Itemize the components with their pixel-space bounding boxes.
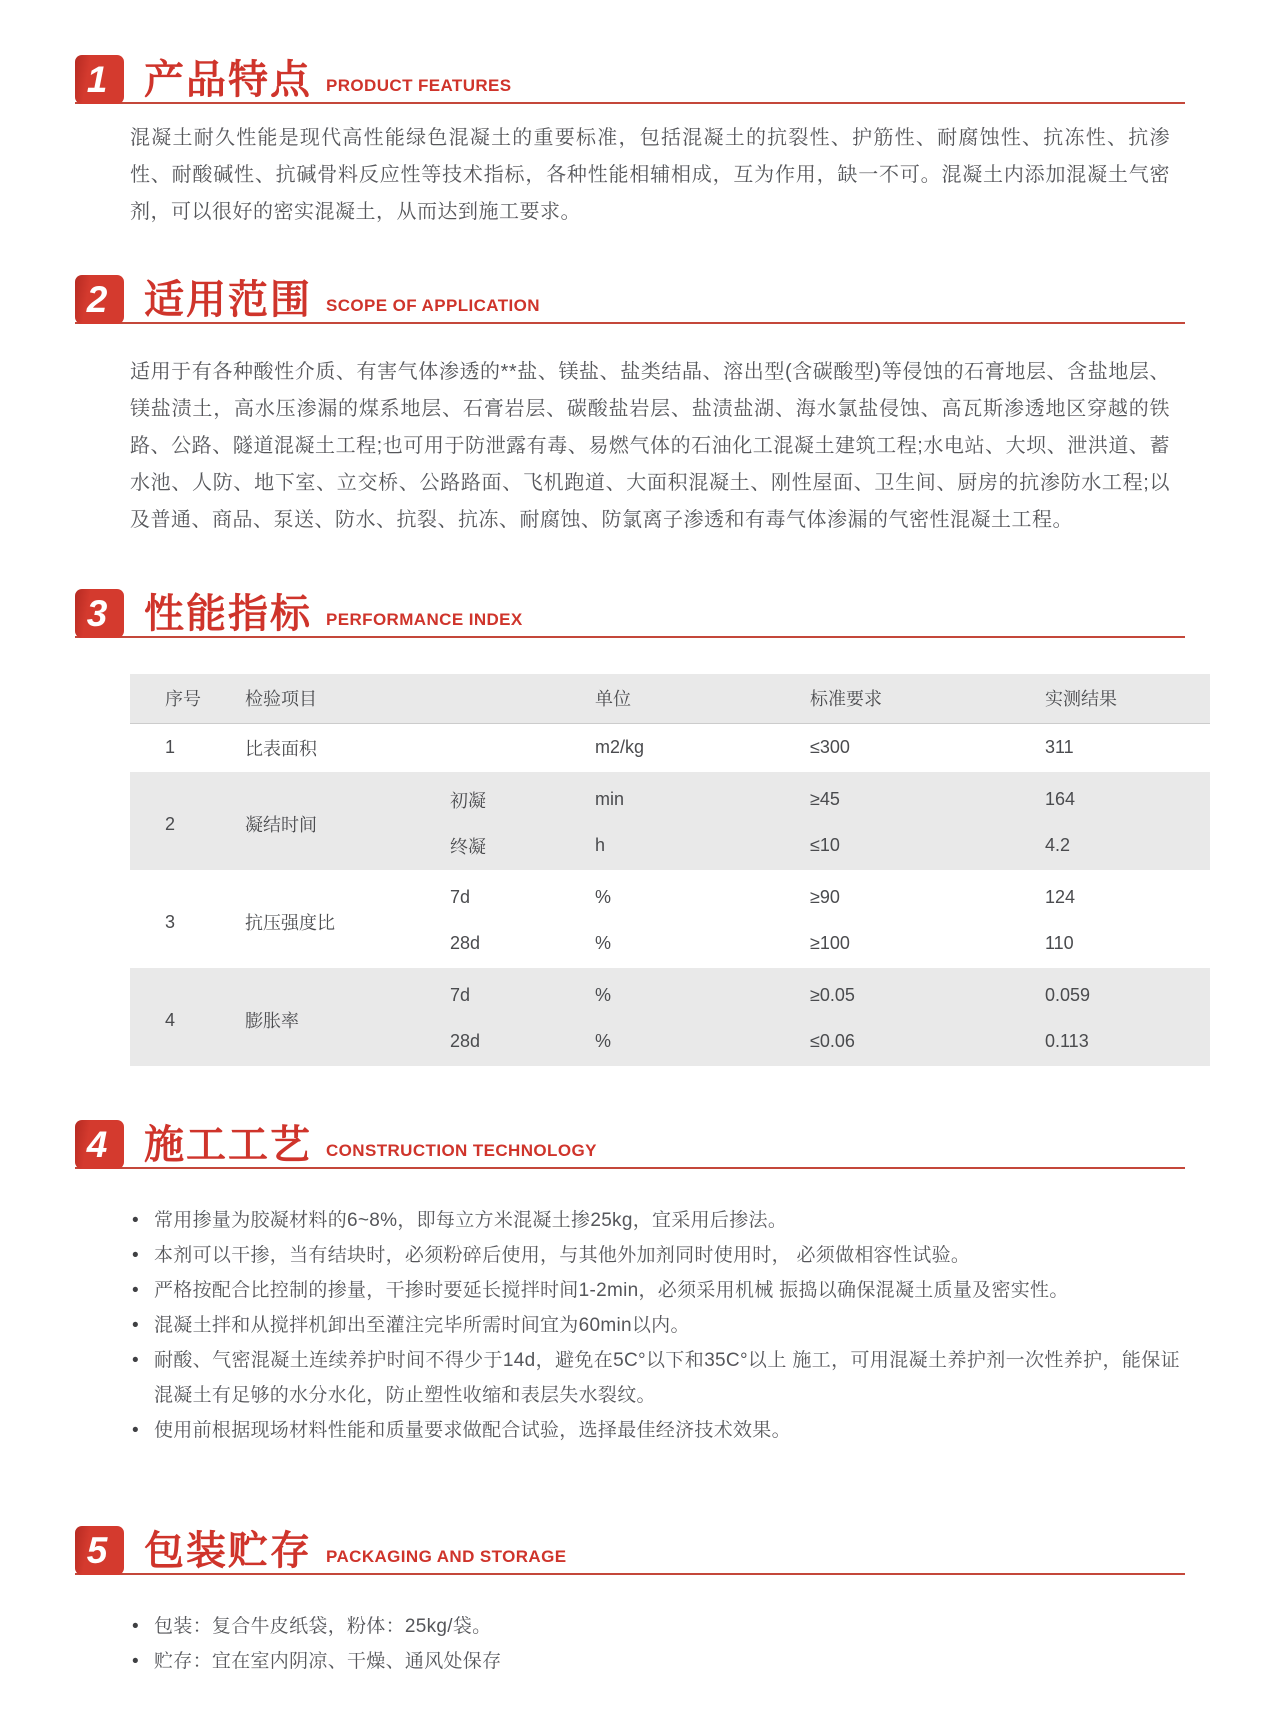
section-2-number: 2	[86, 278, 108, 320]
section-2-number-badge	[75, 275, 124, 324]
row-result: 4.2	[1045, 821, 1210, 870]
construction-technology-list	[132, 1203, 1180, 1448]
row-subitem: 7d	[450, 887, 471, 907]
section-5-header	[75, 1526, 1185, 1575]
section-1-number: 1	[86, 58, 108, 100]
section-3-titles	[144, 592, 523, 636]
section-5-title-en: PACKAGING AND STORAGE	[326, 1547, 567, 1566]
row-result: 110	[1045, 933, 1074, 953]
section-1-title-en: PRODUCT FEATURES	[326, 76, 512, 95]
section-2-titles	[144, 278, 540, 322]
row-standard: ≤300	[810, 737, 850, 758]
col-header-index: 序号	[130, 674, 245, 723]
row-unit: %	[595, 887, 612, 907]
row-standard: ≥90	[810, 887, 840, 907]
section-2-title-en: SCOPE OF APPLICATION	[326, 296, 540, 315]
section-4-titles	[144, 1123, 597, 1167]
row-item: 膨胀率	[245, 968, 450, 1066]
col-header-unit: 单位	[595, 674, 810, 723]
row-standard: ≥45	[810, 772, 1045, 821]
list-item: • 常用掺量为胶凝材料的6~8%，即每立方米混凝土掺25kg，宜采用后掺法。	[132, 1203, 1180, 1238]
section-4-title-cn: 施工工艺	[144, 1123, 312, 1167]
row-standard: ≤0.06	[810, 1017, 1045, 1066]
section-5-titles	[144, 1529, 567, 1573]
table-row	[130, 870, 1210, 919]
row-item: 比表面积	[245, 738, 317, 759]
row-unit: h	[595, 821, 810, 870]
row-result: 124	[1045, 887, 1076, 907]
section-5-number-badge	[75, 1526, 124, 1575]
row-unit: m2/kg	[595, 737, 645, 758]
row-item: 抗压强度比	[245, 913, 335, 933]
section-3-number: 3	[86, 592, 108, 634]
row-unit: %	[595, 933, 612, 953]
col-header-result: 实测结果	[1045, 674, 1210, 723]
row-result: 311	[1045, 737, 1074, 758]
list-item: • 耐酸、气密混凝土连续养护时间不得少于14d，避免在5C°以下和35C°以上 施工，可用混凝土养护剂一次性养护，能保证混凝土有足够的水分水化，防止塑性收缩和表层失水裂纹。	[132, 1343, 1180, 1413]
row-standard: ≥100	[810, 933, 850, 953]
list-item: • 使用前根据现场材料性能和质量要求做配合试验，选择最佳经济技术效果。	[132, 1413, 1180, 1448]
section-1-titles	[144, 58, 512, 102]
row-unit: %	[595, 1017, 810, 1066]
section-2-paragraph: 适用于有各种酸性介质、有害气体渗透的**盐、镁盐、盐类结晶、溶出型(含碳酸型)等侵蚀的石膏地层、含盐地层、镁盐渍土，高水压渗漏的煤系地层、石膏岩层、碳酸盐岩层、盐渍盐湖、海水氯盐侵蚀、高瓦斯渗透地区穿越的铁路、公路、隧道混凝土工程;也可用于防泄露有毒、易燃气体的石油化工混凝土建筑工程;水电站、大坝、泄洪道、蓄水池、人防、地下室、立交桥、公路路面、飞机跑道、大面积混凝土、刚性屋面、卫生间、厨房的抗渗防水工程;以及普通、商品、泵送、防水、抗裂、抗冻、耐腐蚀、防氯离子渗透和有毒气体渗漏的气密性混凝土工程。	[130, 361, 1170, 531]
row-standard: ≥0.05	[810, 968, 1045, 1017]
section-3-number-badge	[75, 589, 124, 638]
section-3-title-en: PERFORMANCE INDEX	[326, 610, 523, 629]
col-header-standard: 标准要求	[810, 674, 1045, 723]
section-4-title-en: CONSTRUCTION TECHNOLOGY	[326, 1141, 597, 1160]
list-item: • 包装：复合牛皮纸袋，粉体：25kg/袋。	[132, 1609, 1180, 1644]
section-4-number-badge	[75, 1120, 124, 1169]
section-1-paragraph: 混凝土耐久性能是现代高性能绿色混凝土的重要标准，包括混凝土的抗裂性、护筋性、耐腐蚀性、抗冻性、抗渗性、耐酸碱性、抗碱骨料反应性等技术指标，各种性能相辅相成，互为作用，缺一不可。混凝土内添加混凝土气密剂，可以很好的密实混凝土，从而达到施工要求。	[130, 127, 1170, 223]
row-index: 2	[130, 772, 245, 870]
table-header-row	[130, 674, 1210, 723]
section-5-number: 5	[86, 1529, 108, 1571]
section-1-header	[75, 55, 1185, 104]
table-row	[130, 723, 1210, 772]
packaging-storage-list	[132, 1609, 1180, 1679]
section-2-title-cn: 适用范围	[144, 278, 312, 322]
section-1-title-cn: 产品特点	[144, 58, 312, 102]
row-subitem: 7d	[450, 968, 595, 1017]
performance-index-table	[130, 674, 1210, 1066]
section-4-number: 4	[86, 1123, 108, 1165]
row-result: 0.113	[1045, 1017, 1210, 1066]
table-row	[130, 772, 1210, 821]
row-subitem: 28d	[450, 933, 481, 953]
row-unit: min	[595, 772, 810, 821]
section-4-header	[75, 1120, 1185, 1169]
col-header-item: 检验项目	[245, 674, 595, 723]
row-subitem: 初凝	[450, 772, 595, 821]
section-3-header	[75, 589, 1185, 638]
section-3-title-cn: 性能指标	[144, 592, 312, 636]
section-2-header	[75, 275, 1185, 324]
row-index: 1	[165, 737, 176, 758]
list-item: • 贮存：宜在室内阴凉、干燥、通风处保存	[132, 1644, 1180, 1679]
row-unit: %	[595, 968, 810, 1017]
row-result: 0.059	[1045, 968, 1210, 1017]
section-5-title-cn: 包装贮存	[144, 1529, 312, 1573]
list-item: • 严格按配合比控制的掺量，干掺时要延长搅拌时间1-2min，必须采用机械 振捣以确保混凝土质量及密实性。	[132, 1273, 1180, 1308]
row-index: 3	[165, 911, 176, 932]
row-item: 凝结时间	[245, 772, 450, 870]
row-result: 164	[1045, 772, 1210, 821]
row-standard: ≤10	[810, 821, 1045, 870]
table-row	[130, 968, 1210, 1017]
list-item: • 本剂可以干掺，当有结块时，必须粉碎后使用，与其他外加剂同时使用时， 必须做相容性试验。	[132, 1238, 1180, 1273]
section-1-number-badge	[75, 55, 124, 104]
row-index: 4	[130, 968, 245, 1066]
list-item: • 混凝土拌和从搅拌机卸出至灌注完毕所需时间宜为60min以内。	[132, 1308, 1180, 1343]
row-subitem: 终凝	[450, 821, 595, 870]
row-subitem: 28d	[450, 1017, 595, 1066]
